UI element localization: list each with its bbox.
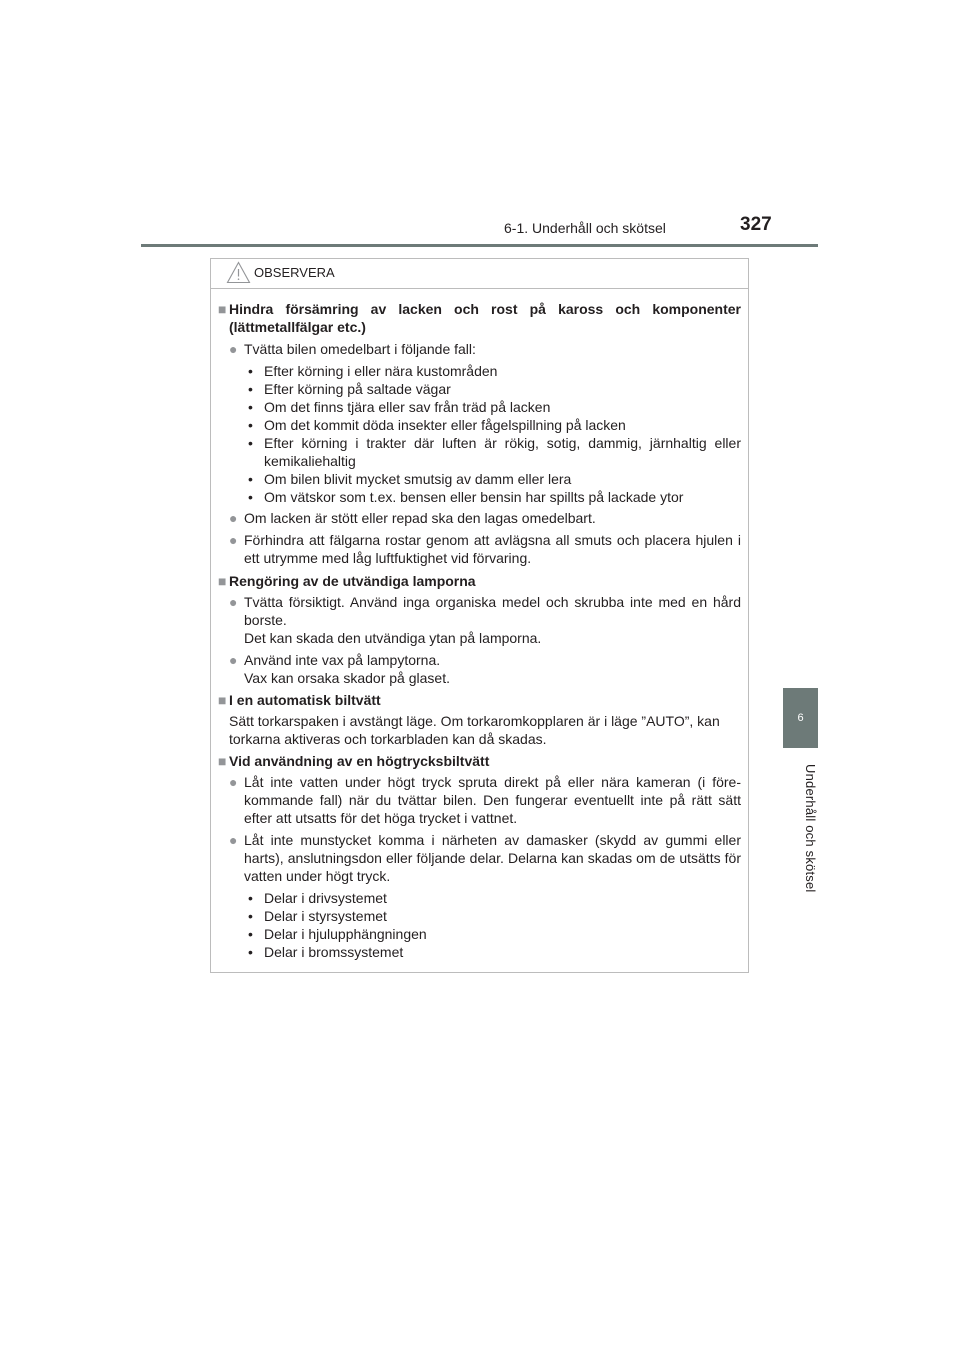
chapter-tab [783,688,818,748]
square-bullet-icon: ■ [218,692,227,708]
list-item: ● Låt inte munstycket komma i närheten av damasker (skydd av gummi eller harts), anslutningsdon eller följande delar. Delarna kan skadas om de utsätts för vatten under högt tryck. [229,832,741,884]
sub-list-item: • Efter körning i trakter där luften är rökig, sotig, dammig, järnhaltig eller kemikaliehaltig [248,435,741,469]
sub-list-item: • Efter körning på saltade vägar [248,381,451,397]
square-bullet-icon: ■ [218,301,227,317]
section-title: 6-1. Underhåll och skötsel [504,220,666,236]
section-heading: ■ Hindra försämring av lacken och rost på kaross och komponenter (lättmetallfälgar etc.) [218,301,741,335]
circle-bullet-icon: ● [229,774,238,790]
list-item: ● Använd inte vax på lampytorna. Vax kan orsaka skador på glaset. [229,652,450,686]
notice-content [218,300,741,961]
sub-list-item: • Delar i drivsystemet [248,890,387,906]
sub-list-item: • Delar i styrsystemet [248,908,387,924]
sub-list [218,362,741,506]
section-heading: ■ Rengöring av de utvändiga lamporna [218,573,476,589]
circle-bullet-icon: ● [229,532,238,548]
list-item: ● Låt inte vatten under högt tryck spruta direkt på eller nära kameran (i före-kommande fall) när du tvättar bilen. Den fungerar eventuellt inte på rätt sätt efter att utsatts för det höga trycket i vattnet. [229,774,741,826]
list-item: ● Tvätta försiktigt. Använd inga organiska medel och skrubba inte med en hård borste. Det kan skada den utvändiga ytan på lamporna. [229,594,741,646]
circle-bullet-icon: ● [229,832,238,848]
notice-title: OBSERVERA [254,265,335,280]
sub-list-item: • Delar i bromssystemet [248,944,404,960]
sub-list-item: • Delar i hjulupphängningen [248,926,427,942]
chapter-number: 6 [797,712,804,724]
sub-list-item: • Efter körning i eller nära kustområden [248,363,498,379]
square-bullet-icon: ■ [218,753,227,769]
warning-triangle-icon [226,261,251,284]
sub-list-item: • Om det finns tjära eller sav från träd på lacken [248,399,551,415]
section-paragraph: Sätt torkarspaken i avstängt läge. Om torkaromkopplaren är i läge ”AUTO”, kan torkarna aktiveras och torkarbladen kan då skadas. [229,713,720,747]
header-divider [141,244,818,247]
chapter-label: Underhåll och skötsel [803,763,818,893]
list-item: ● Förhindra att fälgarna rostar genom att avlägsna all smuts och placera hjulen i ett utrymme med låg luftfuktighet vid förvaring. [229,532,741,566]
list-item: ● Tvätta bilen omedelbart i följande fall: [229,341,476,357]
section-heading: ■ Vid användning av en högtrycksbiltvätt [218,753,490,769]
notice-box [210,258,749,973]
circle-bullet-icon: ● [229,341,238,357]
circle-bullet-icon: ● [229,652,238,668]
page-number: 327 [740,214,772,235]
circle-bullet-icon: ● [229,594,238,610]
sub-list-item: • Om vätskor som t.ex. bensen eller bensin har spillts på lackade ytor [248,489,684,505]
sub-list-item: • Om det kommit döda insekter eller fågelspillning på lacken [248,417,626,433]
section-heading: ■ I en automatisk biltvätt [218,692,381,708]
sub-list [218,889,741,961]
list-item: ● Om lacken är stött eller repad ska den lagas omedelbart. [229,510,596,526]
square-bullet-icon: ■ [218,573,227,589]
notice-header [211,259,748,289]
circle-bullet-icon: ● [229,510,238,526]
sub-list-item: • Om bilen blivit mycket smutsig av damm eller lera [248,471,572,487]
